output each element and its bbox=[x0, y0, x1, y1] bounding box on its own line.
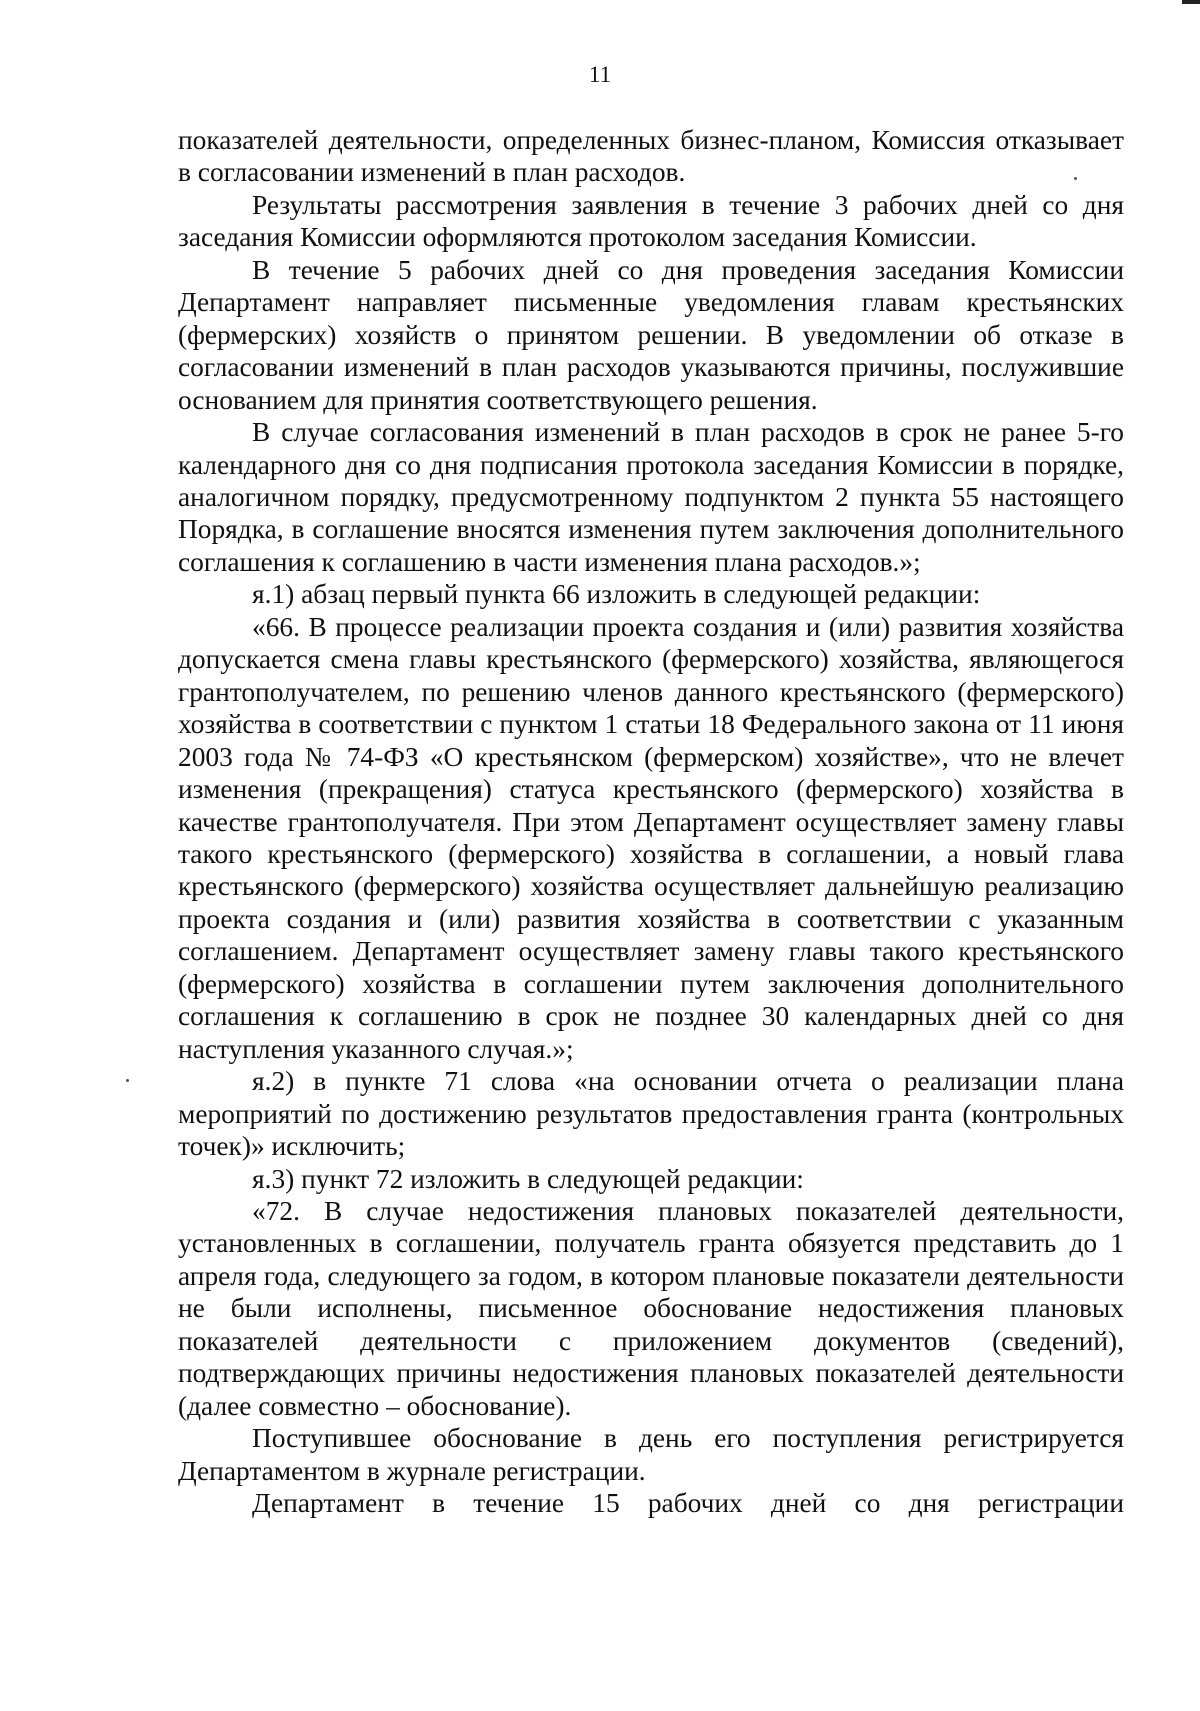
paragraph-point-72: «72. В случае недостижения плановых показателей деятельности, установленных в соглашении, получатель гранта обязуется представить до 1 апреля года, следующего за годом, в котором плановые показатели деятельности не были исполнены, письменное обоснование недостижения плановых показателей деятельности с приложением документов (сведений), подтверждающих причины недостижения плановых показателей деятельности (далее совместно – обоснование). bbox=[178, 1195, 1124, 1421]
paragraph-registration: Поступившее обоснование в день его поступления регистрируется Департаментом в журнале регистрации. bbox=[178, 1423, 1124, 1486]
paragraph-amendment-ya1: я.1) абзац первый пункта 66 изложить в следующей редакции: bbox=[252, 579, 981, 610]
paragraph-amendment-ya2: я.2) в пункте 71 слова «на основании отчета о реализации плана мероприятий по достижению результатов предоставления гранта (контрольных точек)» исключить; bbox=[178, 1066, 1124, 1162]
scan-speck bbox=[1074, 177, 1077, 180]
document-body bbox=[178, 124, 1124, 1519]
scan-edge-mark bbox=[1182, 0, 1200, 4]
paragraph-department-review: Департамент в течение 15 рабочих дней со дня регистрации bbox=[252, 1488, 1124, 1519]
paragraph-notification: В течение 5 рабочих дней со дня проведения заседания Комиссии Департамент направляет письменные уведомления главам крестьянских (фермерских) хозяйств о принятом решении. В уведомлении об отказе в согласовании изменений в план расходов указываются причины, послужившие основанием для принятия соответствующего решения. bbox=[178, 254, 1124, 415]
scan-speck bbox=[126, 1079, 129, 1082]
paragraph-agreement-changes: В случае согласования изменений в план расходов в срок не ранее 5-го календарного дня со дня подписания протокола заседания Комиссии в порядке, аналогичном порядку, предусмотренному подпунктом 2 пункта 55 настоящего Порядка, в соглашение вносятся изменения путем заключения дополнительного соглашения к соглашению в части изменения плана расходов.»; bbox=[178, 417, 1124, 577]
paragraph-commission-results: Результаты рассмотрения заявления в течение 3 рабочих дней со дня заседания Комиссии оформляются протоколом заседания Комиссии. bbox=[178, 189, 1124, 253]
paragraph-continuation: показателей деятельности, определенных бизнес-планом, Комиссия отказывает в согласовании изменений в план расходов. bbox=[178, 125, 1124, 188]
page-number: 11 bbox=[588, 62, 612, 87]
paragraph-amendment-ya3: я.3) пункт 72 изложить в следующей редакции: bbox=[252, 1163, 804, 1194]
paragraph-point-66: «66. В процессе реализации проекта создания и (или) развития хозяйства допускается смена главы крестьянского (фермерского) хозяйства, являющегося грантополучателем, по решению членов данного крестьянского (фермерского) хозяйства в соответствии с пунктом 1 статьи 18 Федерального закона от 11 июня 2003 года № 74-ФЗ «О крестьянском (фермерском) хозяйстве», что не влечет изменения (прекращения) статуса крестьянского (фермерского) хозяйства в качестве грантополучателя. При этом Департамент осуществляет замену главы такого крестьянского (фермерского) хозяйства в соглашении, а новый глава крестьянского (фермерского) хозяйства осуществляет дальнейшую реализацию проекта создания и (или) развития хозяйства в соответствии с указанным соглашением. Департамент осуществляет замену главы такого крестьянского (фермерского) хозяйства в соглашении путем заключения дополнительного соглашения к соглашению в срок не позднее 30 календарных дней со дня наступления указанного случая.»; bbox=[178, 611, 1124, 1064]
